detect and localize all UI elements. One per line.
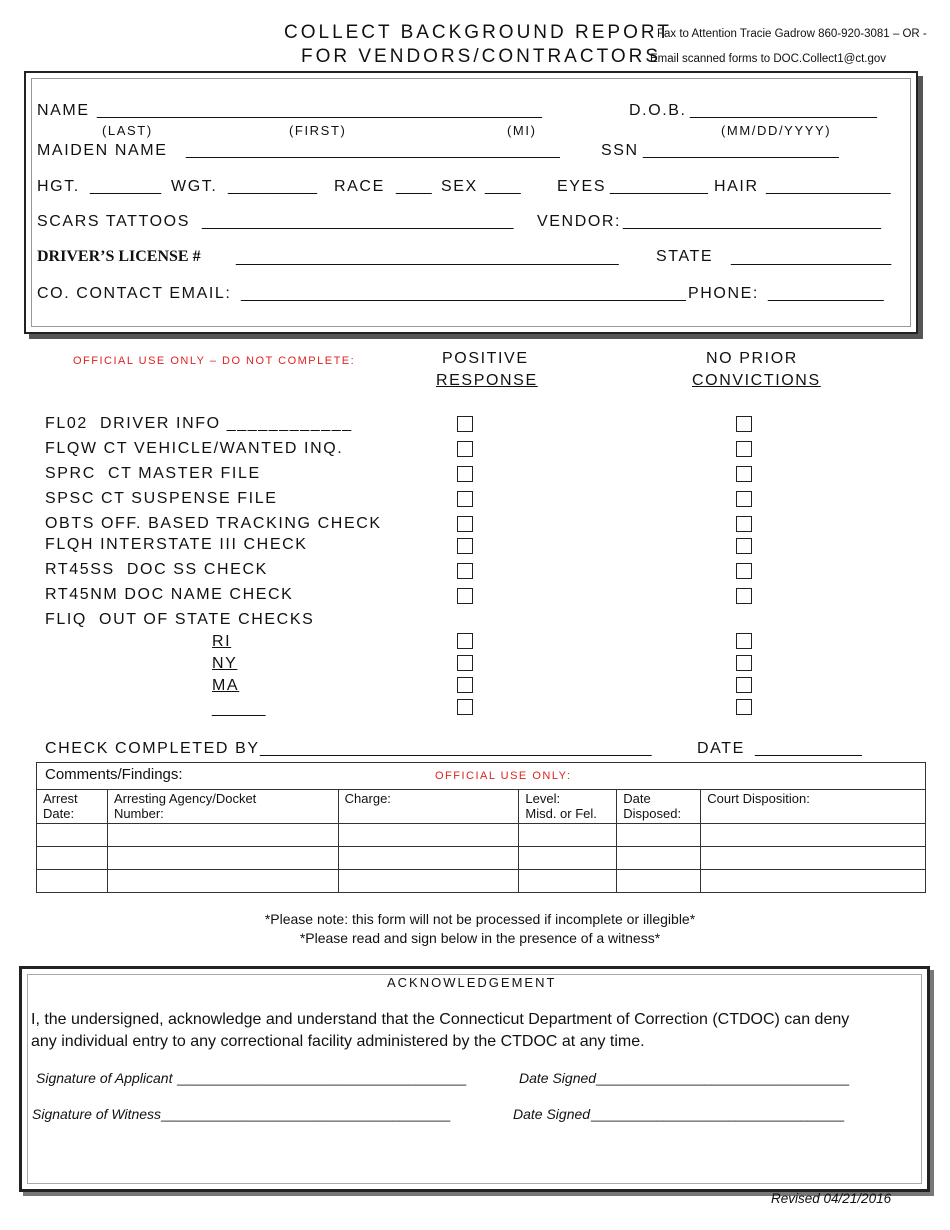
check-obts: OBTS OFF. BASED TRACKING CHECK [45, 515, 382, 532]
ssn-label: SSN [601, 142, 639, 159]
ssn-field[interactable]: ______________________ [643, 142, 839, 159]
phone-label: PHONE: [688, 285, 759, 302]
signature-witness-field[interactable]: ________________________________________ [161, 1107, 451, 1122]
date-signed-label: Date Signed [519, 1070, 597, 1086]
state-ma: MA [212, 677, 240, 694]
no-prior-checkbox-rt45ss[interactable] [736, 563, 752, 579]
col-date-disposed: Date Disposed: [617, 790, 701, 824]
maiden-name-field[interactable]: __________________________________________ [186, 142, 560, 159]
findings-table [36, 789, 926, 893]
date-signed-witness-label: Date Signed [513, 1106, 591, 1122]
no-prior-checkbox-sprc[interactable] [736, 466, 752, 482]
check-completed-label: CHECK COMPLETED BY [45, 740, 260, 757]
positive-header-2: RESPONSE [436, 372, 538, 389]
positive-header-1: POSITIVE [442, 350, 529, 367]
eyes-field[interactable]: ___________ [610, 178, 708, 195]
hair-field[interactable]: ______________ [766, 178, 891, 195]
state-ri: RI [212, 633, 232, 650]
state-other: ______ [212, 700, 266, 717]
vendor-label: VENDOR: [537, 213, 622, 230]
sex-field[interactable]: ____ [485, 178, 521, 195]
scars-tattoos-field[interactable]: ___________________________________ [202, 213, 514, 230]
drivers-license-label: DRIVER’S LICENSE # [37, 248, 201, 265]
name-label: NAME [37, 102, 90, 119]
col-level: Level: Misd. or Fel. [519, 790, 617, 824]
wgt-label: WGT. [171, 178, 218, 195]
fax-note: Fax to Attention Tracie Gadrow 860-920-3081 – OR - [657, 28, 927, 40]
note-witness: *Please read and sign below in the presence of a witness* [299, 930, 661, 946]
maiden-name-label: MAIDEN NAME [37, 142, 168, 159]
scars-tattoos-label: SCARS TATTOOS [37, 213, 190, 230]
dob-field[interactable]: _____________________ [690, 102, 877, 119]
phone-field[interactable]: _____________ [768, 285, 884, 302]
signature-applicant-label: Signature of Applicant [36, 1070, 173, 1086]
no-prior-checkbox-rt45nm[interactable] [736, 588, 752, 604]
acknowledgement-text-1: I, the undersigned, acknowledge and understand that the Connecticut Department of Correction (CTDOC) can deny [31, 1011, 850, 1028]
no-prior-checkbox-ri[interactable] [736, 633, 752, 649]
comments-label: Comments/Findings: [45, 766, 183, 783]
col-charge: Charge: [338, 790, 519, 824]
completed-date-label: DATE [697, 740, 745, 757]
no-prior-header-1: NO PRIOR [706, 350, 798, 367]
positive-checkbox-flqw[interactable] [457, 441, 473, 457]
check-fl02: FL02 DRIVER INFO ____________ [45, 415, 353, 432]
positive-checkbox-rt45nm[interactable] [457, 588, 473, 604]
positive-checkbox-spsc[interactable] [457, 491, 473, 507]
state-ny: NY [212, 655, 238, 672]
positive-checkbox-obts[interactable] [457, 516, 473, 532]
date-signed-field[interactable]: ___________________________________ [596, 1071, 850, 1086]
signature-applicant-field[interactable]: ________________________________________ [177, 1071, 467, 1086]
name-field[interactable]: __________________________________________________ [97, 102, 542, 119]
wgt-field[interactable]: __________ [228, 178, 317, 195]
positive-checkbox-ny[interactable] [457, 655, 473, 671]
table-row[interactable] [37, 847, 926, 870]
race-label: RACE [334, 178, 385, 195]
positive-checkbox-fl02[interactable] [457, 416, 473, 432]
email-note: Email scanned forms to DOC.Collect1@ct.gov [650, 53, 887, 65]
positive-checkbox-sprc[interactable] [457, 466, 473, 482]
findings-header-row [37, 790, 926, 824]
col-agency: Arresting Agency/Docket Number: [107, 790, 338, 824]
positive-checkbox-ri[interactable] [457, 633, 473, 649]
date-signed-witness-field[interactable]: ___________________________________ [591, 1107, 845, 1122]
drivers-license-field[interactable]: ___________________________________________ [236, 249, 619, 266]
positive-checkbox-rt45ss[interactable] [457, 563, 473, 579]
completed-date-field[interactable]: ____________ [755, 740, 862, 757]
hgt-field[interactable]: ________ [90, 178, 162, 195]
positive-checkbox-flqh[interactable] [457, 538, 473, 554]
last-caption: (LAST) [102, 123, 153, 138]
acknowledgement-text-2: any individual entry to any correctional facility administered by the CTDOC at any time. [31, 1033, 645, 1050]
mi-caption: (MI) [507, 123, 537, 138]
first-caption: (FIRST) [289, 123, 347, 138]
positive-checkbox-ma[interactable] [457, 677, 473, 693]
check-spsc: SPSC CT SUSPENSE FILE [45, 490, 278, 507]
col-court-disposition: Court Disposition: [701, 790, 926, 824]
signature-witness-label: Signature of Witness [32, 1106, 162, 1122]
acknowledgement-heading: ACKNOWLEDGEMENT [387, 975, 557, 990]
contact-email-label: CO. CONTACT EMAIL: [37, 285, 232, 302]
official-use-notice: OFFICIAL USE ONLY – DO NOT COMPLETE: [73, 355, 356, 367]
title-line-2: FOR VENDORS/CONTRACTORS [301, 46, 662, 67]
check-fliq: FLIQ OUT OF STATE CHECKS [45, 611, 315, 628]
check-rt45ss: RT45SS DOC SS CHECK [45, 561, 268, 578]
no-prior-checkbox-flqw[interactable] [736, 441, 752, 457]
no-prior-checkbox-obts[interactable] [736, 516, 752, 532]
hair-label: HAIR [714, 178, 759, 195]
no-prior-header-2: CONVICTIONS [692, 372, 821, 389]
no-prior-checkbox-flqh[interactable] [736, 538, 752, 554]
check-rt45nm: RT45NM DOC NAME CHECK [45, 586, 294, 603]
hgt-label: HGT. [37, 178, 80, 195]
date-format-caption: (MM/DD/YYYY) [721, 123, 832, 138]
no-prior-checkbox-fl02[interactable] [736, 416, 752, 432]
no-prior-checkbox-ny[interactable] [736, 655, 752, 671]
col-arrest-date: Arrest Date: [37, 790, 108, 824]
vendor-field[interactable]: _____________________________ [623, 213, 882, 230]
eyes-label: EYES [557, 178, 607, 195]
title-line-1: COLLECT BACKGROUND REPORT [284, 22, 672, 43]
table-row[interactable] [37, 824, 926, 847]
table-row[interactable] [37, 870, 926, 893]
no-prior-checkbox-other[interactable] [736, 699, 752, 715]
check-flqh: FLQH INTERSTATE III CHECK [45, 536, 308, 553]
positive-checkbox-other[interactable] [457, 699, 473, 715]
no-prior-checkbox-spsc[interactable] [736, 491, 752, 507]
sex-label: SEX [441, 178, 478, 195]
state-field[interactable]: __________________ [731, 249, 892, 266]
check-flqw: FLQW CT VEHICLE/WANTED INQ. [45, 440, 344, 457]
note-incomplete: *Please note: this form will not be processed if incomplete or illegible* [264, 911, 696, 927]
check-completed-field[interactable]: ____________________________________________ [260, 740, 652, 757]
check-sprc: SPRC CT MASTER FILE [45, 465, 261, 482]
race-field[interactable]: ____ [396, 178, 432, 195]
findings-official-notice: OFFICIAL USE ONLY: [435, 770, 572, 782]
no-prior-checkbox-ma[interactable] [736, 677, 752, 693]
revised-date: Revised 04/21/2016 [771, 1191, 892, 1206]
contact-email-field[interactable]: __________________________________________________ [241, 285, 686, 302]
dob-label: D.O.B. [629, 102, 687, 119]
state-label: STATE [656, 248, 714, 265]
